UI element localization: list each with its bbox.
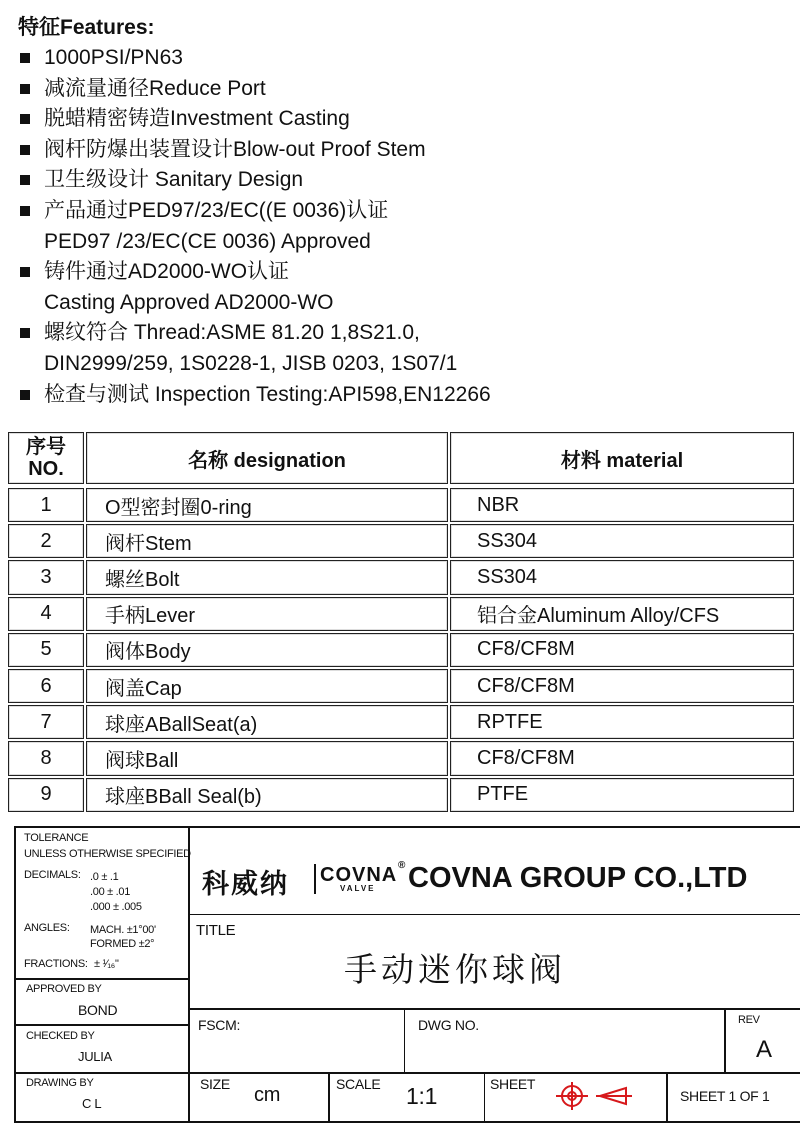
cell-no: 9 — [8, 778, 84, 812]
decimals-label: DECIMALS: — [24, 869, 81, 881]
square-bullet-icon — [20, 145, 30, 155]
square-bullet-icon — [20, 390, 30, 400]
header-no-cn: 序号 — [26, 436, 66, 458]
feature-item — [18, 165, 788, 196]
features-section — [18, 12, 788, 410]
header-material: 材料 material — [450, 432, 794, 484]
parts-table — [8, 432, 798, 814]
cell-designation: 球座ABallSeat(a) — [86, 705, 448, 739]
cell-designation: 球座BBall Seal(b) — [86, 778, 448, 812]
header-no-en: NO. — [28, 458, 64, 480]
table-row — [8, 633, 798, 669]
square-bullet-icon — [20, 114, 30, 124]
checked-label: CHECKED BY — [26, 1030, 95, 1042]
table-row — [8, 741, 798, 777]
square-bullet-icon — [20, 84, 30, 94]
cell-no: 5 — [8, 633, 84, 667]
drawing-label: DRAWING BY — [26, 1077, 94, 1089]
cell-material: PTFE — [450, 778, 794, 812]
title-label: TITLE — [196, 922, 236, 939]
third-angle-projection-icon — [554, 1080, 634, 1116]
table-row — [8, 778, 798, 814]
fractions-label: FRACTIONS: — [24, 958, 88, 970]
feature-text: 脱蜡精密铸造Investment Casting — [44, 107, 350, 131]
cell-designation: O型密封圈0-ring — [86, 488, 448, 522]
table-row — [8, 705, 798, 741]
square-bullet-icon — [20, 175, 30, 185]
company-name-en: COVNA GROUP CO.,LTD — [408, 862, 748, 894]
decimals-2: .00 ± .01 — [90, 886, 131, 898]
angles-label: ANGLES: — [24, 922, 70, 934]
fractions-value: ± ¹⁄₁₆" — [94, 958, 119, 970]
header-designation: 名称 designation — [86, 432, 448, 484]
cell-material: RPTFE — [450, 705, 794, 739]
scale-value: 1:1 — [406, 1083, 438, 1109]
cell-designation: 手柄Lever — [86, 597, 448, 631]
cell-no: 1 — [8, 488, 84, 522]
feature-text: 卫生级设计 Sanitary Design — [44, 168, 304, 192]
table-row — [8, 560, 798, 596]
size-label: SIZE — [200, 1076, 230, 1092]
feature-text: 阀杆防爆出装置设计Blow-out Proof Stem — [44, 137, 426, 161]
feature-text: 螺纹符合 Thread:ASME 81.20 1,8S21.0, — [44, 321, 420, 345]
feature-text-continued: DIN2999/259, 1S0228-1, JISB 0203, 1S07/1 — [44, 351, 458, 375]
table-row — [8, 669, 798, 705]
decimals-3: .000 ± .005 — [90, 901, 142, 913]
features-title: 特征Features: — [18, 16, 155, 39]
cell-no: 8 — [8, 741, 84, 775]
feature-item — [18, 318, 788, 379]
square-bullet-icon — [20, 267, 30, 277]
feature-text-continued: Casting Approved AD2000-WO — [44, 290, 334, 314]
feature-item — [18, 380, 788, 411]
cell-material: SS304 — [450, 560, 794, 594]
unless-label: UNLESS OTHERWISE SPECIFIED — [24, 848, 191, 860]
cell-designation: 阀球Ball — [86, 741, 448, 775]
cell-designation: 螺丝Bolt — [86, 560, 448, 594]
features-list — [18, 43, 788, 410]
square-bullet-icon — [20, 53, 30, 63]
rev-label: REV — [738, 1014, 760, 1026]
table-row — [8, 597, 798, 633]
header-no — [8, 432, 84, 484]
cell-designation: 阀杆Stem — [86, 524, 448, 558]
feature-text-continued: PED97 /23/EC(CE 0036) Approved — [44, 229, 371, 253]
feature-text: 产品通过PED97/23/EC((E 0036)认证 — [44, 198, 389, 222]
rev-value: A — [756, 1036, 772, 1063]
angles-formed: FORMED ±2° — [90, 938, 155, 950]
feature-item — [18, 74, 788, 105]
fscm-label: FSCM: — [198, 1017, 241, 1033]
feature-text: 1000PSI/PN63 — [44, 46, 183, 69]
parts-table-body — [8, 488, 798, 814]
square-bullet-icon — [20, 206, 30, 216]
cell-designation: 阀体Body — [86, 633, 448, 667]
cell-material: 铝合金Aluminum Alloy/CFS — [450, 597, 794, 631]
cell-no: 3 — [8, 560, 84, 594]
decimals-1: .0 ± .1 — [90, 871, 119, 883]
cell-material: CF8/CF8M — [450, 633, 794, 667]
sheet-value: SHEET 1 OF 1 — [680, 1088, 770, 1104]
logo-registered-mark: ® — [398, 860, 406, 871]
feature-item — [18, 104, 788, 135]
approved-label: APPROVED BY — [26, 983, 102, 995]
title-block — [14, 826, 800, 1123]
tolerance-label: TOLERANCE — [24, 832, 89, 844]
feature-text: 检查与测试 Inspection Testing:API598,EN12266 — [44, 382, 491, 406]
feature-item — [18, 135, 788, 166]
logo-text: COVNA — [320, 864, 398, 886]
cell-no: 2 — [8, 524, 84, 558]
scale-label: SCALE — [336, 1076, 381, 1092]
parts-table-header — [8, 432, 798, 486]
size-value: cm — [254, 1084, 281, 1106]
cell-designation: 阀盖Cap — [86, 669, 448, 703]
feature-text: 减流量通径Reduce Port — [44, 76, 266, 100]
table-row — [8, 524, 798, 560]
cell-no: 7 — [8, 705, 84, 739]
logo-subtext: VALVE — [340, 884, 376, 893]
cell-material: CF8/CF8M — [450, 669, 794, 703]
drawing-title: 手动迷你球阀 — [344, 951, 566, 988]
cell-no: 6 — [8, 669, 84, 703]
approved-value: BOND — [78, 1002, 118, 1018]
covna-logo — [320, 860, 406, 896]
feature-item — [18, 43, 788, 74]
sheet-label: SHEET — [490, 1076, 536, 1092]
cell-material: SS304 — [450, 524, 794, 558]
cell-material: CF8/CF8M — [450, 741, 794, 775]
drawing-value: C L — [82, 1096, 102, 1111]
cell-material: NBR — [450, 488, 794, 522]
feature-item — [18, 257, 788, 318]
cell-no: 4 — [8, 597, 84, 631]
checked-value: JULIA — [78, 1049, 112, 1064]
feature-text: 铸件通过AD2000-WO认证 — [44, 260, 290, 284]
company-name-cn: 科威纳 — [202, 869, 289, 899]
square-bullet-icon — [20, 328, 30, 338]
table-row — [8, 488, 798, 524]
feature-item — [18, 196, 788, 257]
dwg-no-label: DWG NO. — [418, 1017, 479, 1033]
angles-mach: MACH. ±1°00' — [90, 924, 156, 936]
